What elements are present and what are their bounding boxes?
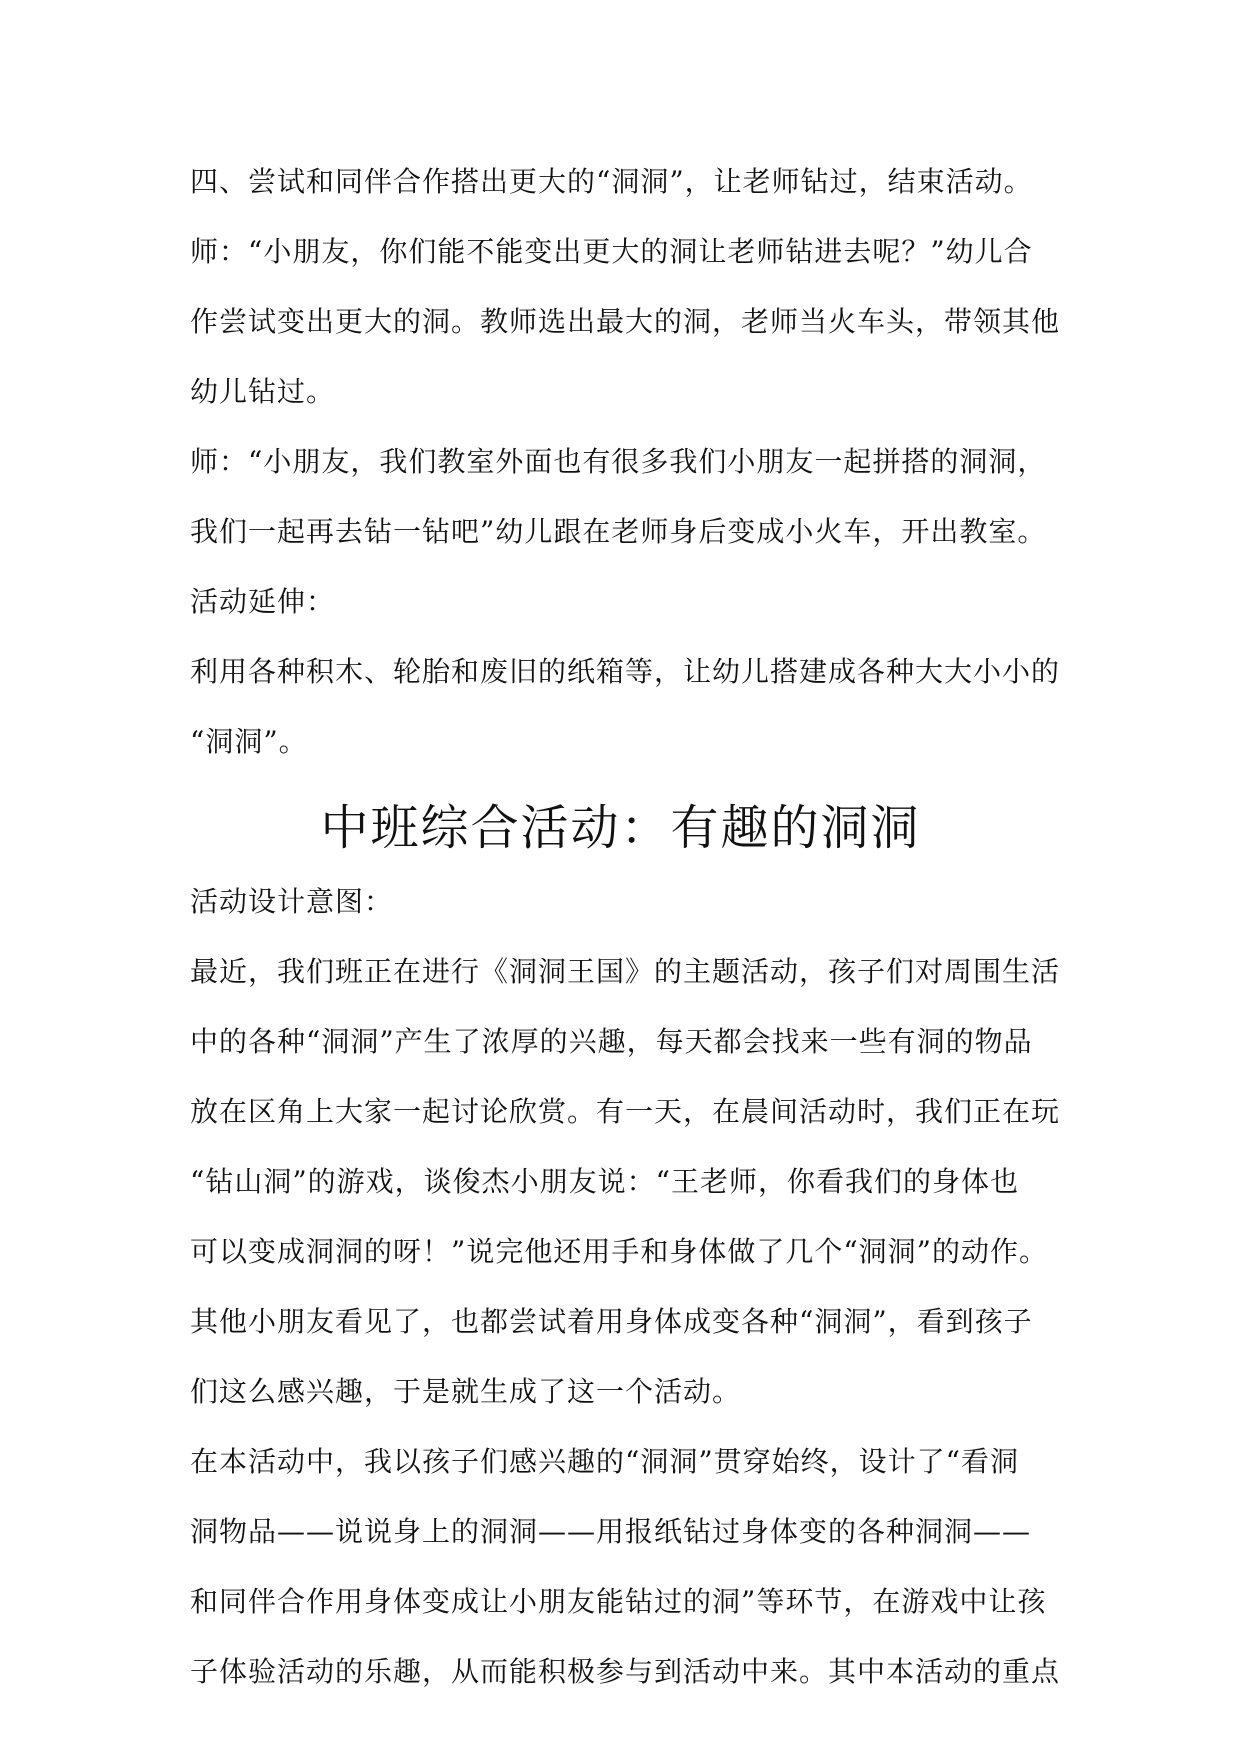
- paragraph-line: 们这么感兴趣，于是就生成了这一个活动。: [190, 1375, 742, 1408]
- paragraph-line: “洞洞”。: [190, 725, 308, 758]
- paragraph-line: 可以变成洞洞的呀！”说完他还用手和身体做了几个“洞洞”的动作。: [190, 1235, 1048, 1268]
- paragraph-line: 中的各种“洞洞”产生了浓厚的兴趣，每天都会找来一些有洞的物品: [190, 1025, 1033, 1058]
- paragraph-line: 子体验活动的乐趣，从而能积极参与到活动中来。其中本活动的重点: [190, 1655, 1061, 1688]
- section-heading: 活动设计意图：: [190, 885, 394, 918]
- paragraph-line: 其他小朋友看见了，也都尝试着用身体成变各种“洞洞”，看到孩子: [190, 1305, 1033, 1338]
- paragraph-line: 师：“小朋友，我们教室外面也有很多我们小朋友一起拼搭的洞洞，: [190, 445, 1047, 478]
- paragraph-line: “钻山洞”的游戏，谈俊杰小朋友说：“王老师，你看我们的身体也: [190, 1165, 1019, 1198]
- paragraph-line: 幼儿钻过。: [190, 375, 336, 408]
- paragraph-line: 放在区角上大家一起讨论欣赏。有一天，在晨间活动时，我们正在玩: [190, 1095, 1061, 1128]
- paragraph-line: 在本活动中，我以孩子们感兴趣的“洞洞”贯穿始终，设计了“看洞: [190, 1445, 1019, 1478]
- paragraph-line: 利用各种积木、轮胎和废旧的纸箱等，让幼儿搭建成各种大大小小的: [190, 655, 1061, 688]
- document-title: 中班综合活动：有趣的洞洞: [320, 800, 921, 856]
- paragraph-line: 作尝试变出更大的洞。教师选出最大的洞，老师当火车头，带领其他: [190, 305, 1061, 338]
- paragraph-line: 最近，我们班正在进行《洞洞王国》的主题活动，孩子们对周围生活: [190, 955, 1061, 988]
- paragraph-line: 四、尝试和同伴合作搭出更大的“洞洞”，让老师钻过，结束活动。: [190, 165, 1033, 198]
- paragraph-line: 师：“小朋友，你们能不能变出更大的洞让老师钻进去呢？”幼儿合: [190, 235, 1033, 268]
- paragraph-line: 我们一起再去钻一钻吧”幼儿跟在老师身后变成小火车，开出教室。: [190, 515, 1047, 548]
- section-heading: 活动延伸：: [190, 585, 336, 618]
- paragraph-line: 洞物品——说说身上的洞洞——用报纸钻过身体变的各种洞洞——: [190, 1515, 1032, 1548]
- paragraph-line: 和同伴合作用身体变成让小朋友能钻过的洞”等环节，在游戏中让孩: [190, 1585, 1047, 1618]
